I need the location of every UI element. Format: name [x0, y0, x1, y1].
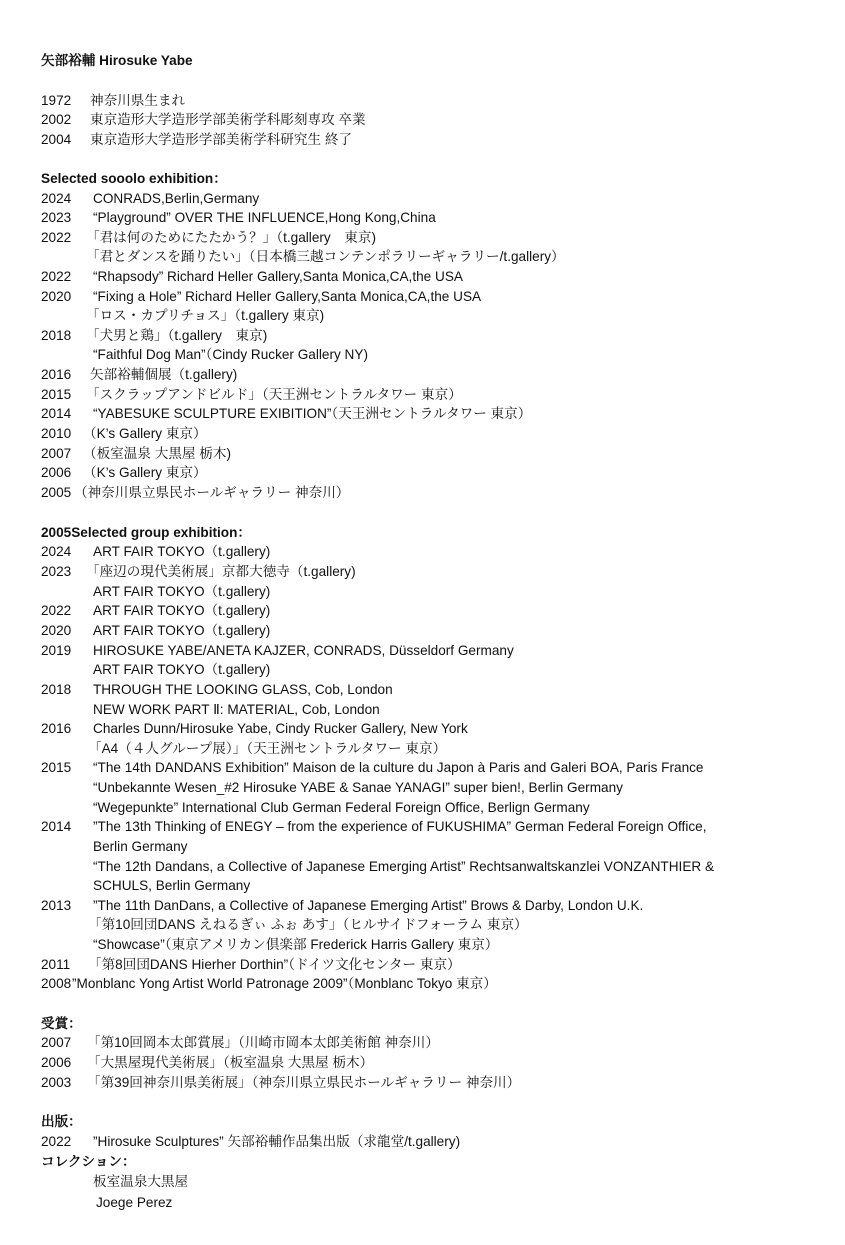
group-year: 2011: [41, 957, 71, 972]
award-text: 「大黒屋現代美術展」（板室温泉 大黒屋 栃木）: [87, 1055, 374, 1070]
bio-text: 東京造形大学造形学部美術学科研究生 終了: [90, 132, 353, 147]
solo-year: 2020: [41, 289, 72, 304]
group-text: ”The 13th Thinking of ENEGY – from the experience of FUKUSHIMA” German Federal Foreign Office,: [93, 819, 707, 834]
solo-text: 「君は何のためにたたかう？」（t.gallery 東京): [86, 230, 377, 245]
group-year: 2022: [41, 603, 72, 618]
solo-year: 2015: [41, 387, 72, 402]
solo-text: （神奈川県立県民ホールギャラリー 神奈川）: [74, 485, 350, 500]
group-text: Berlin Germany: [93, 839, 188, 854]
solo-year: 2024: [41, 191, 72, 206]
solo-text: 「ロス・カプリチョス」（t.gallery 東京): [86, 308, 325, 323]
collection-text: Joege Perez: [96, 1195, 173, 1210]
solo-year: 2022: [41, 230, 72, 245]
collection-text: 板室温泉大黒屋: [93, 1174, 189, 1189]
solo-year: 2018: [41, 328, 72, 343]
group-text: ART FAIR TOKYO（t.gallery): [93, 662, 271, 677]
award-year: 2006: [41, 1055, 72, 1070]
collection-heading: コレクション：: [41, 1154, 136, 1169]
award-year: 2007: [41, 1035, 72, 1050]
solo-year: 2016: [41, 367, 72, 382]
group-text: “The 14th DANDANS Exhibition” Maison de la culture du Japon à Paris and Galeri BOA, Paris France: [93, 760, 704, 775]
bio-text: 神奈川県生まれ: [90, 93, 186, 108]
solo-text: （板室温泉 大黒屋 栃木): [83, 446, 232, 461]
group-heading: 2005Selected group exhibition：: [41, 525, 251, 540]
solo-text: “Fixing a Hole” Richard Heller Gallery,Santa Monica,CA,the USA: [93, 289, 482, 304]
bio-year: 2004: [41, 132, 72, 147]
group-text: NEW WORK PART Ⅱ: MATERIAL, Cob, London: [93, 702, 380, 717]
group-text: ART FAIR TOKYO（t.gallery): [93, 623, 271, 638]
group-text: “Wegepunkte” International Club German Federal Foreign Office, Berlign Germany: [93, 800, 590, 815]
publication-heading: 出版：: [41, 1114, 82, 1129]
group-text: 「第8回団DANS Hierher Dorthin”（ドイツ文化センター 東京）: [88, 957, 461, 972]
solo-year: 2023: [41, 210, 72, 225]
solo-text: 矢部裕輔個展（t.gallery): [90, 367, 238, 382]
group-year: 2013: [41, 898, 72, 913]
solo-year: 2007: [41, 446, 72, 461]
publication-text: ”Hirosuke Sculptures” 矢部裕輔作品集出版（求龍堂/t.gallery): [93, 1134, 461, 1149]
award-text: 「第10回岡本太郎賞展」（川崎市岡本太郎美術館 神奈川）: [87, 1035, 439, 1050]
group-text: ART FAIR TOKYO（t.gallery): [93, 603, 271, 618]
solo-year: 2006: [41, 465, 72, 480]
solo-text: （K’s Gallery 東京）: [83, 426, 207, 441]
group-year: 2016: [41, 721, 72, 736]
solo-text: CONRADS,Berlin,Germany: [93, 191, 260, 206]
solo-text: 「君とダンスを踊りたい」（日本橋三越コンテンポラリーギャラリー/t.gallery）: [86, 249, 565, 264]
group-text: SCHULS, Berlin Germany: [93, 878, 251, 893]
group-year: 2015: [41, 760, 72, 775]
group-year: 2023: [41, 564, 72, 579]
solo-text: “Rhapsody” Richard Heller Gallery,Santa Monica,CA,the USA: [93, 269, 463, 284]
award-text: 「第39回神奈川県美術展」（神奈川県立県民ホールギャラリー 神奈川）: [87, 1075, 521, 1090]
bio-text: 東京造形大学造形学部美術学科彫刻専攻 卒業: [90, 112, 366, 127]
group-year: 2018: [41, 682, 72, 697]
group-year: 2024: [41, 544, 72, 559]
group-text: ”The 11th DanDans, a Collective of Japanese Emerging Artist” Brows & Darby, London U.K.: [93, 898, 644, 913]
group-year: 2014: [41, 819, 72, 834]
solo-text: “Faithful Dog Man”（Cindy Rucker Gallery NY): [93, 347, 368, 362]
artist-name: 矢部裕輔 Hirosuke Yabe: [41, 53, 193, 68]
group-text: “Showcase”（東京アメリカン倶楽部 Frederick Harris Gallery 東京）: [93, 937, 499, 952]
group-text: Charles Dunn/Hirosuke Yabe, Cindy Rucker Gallery, New York: [93, 721, 468, 736]
group-year: 2019: [41, 643, 72, 658]
solo-text: 「スクラップアンドビルド」（天王洲セントラルタワー 東京）: [86, 387, 462, 402]
solo-heading: Selected sooolo exhibition：: [41, 171, 227, 186]
group-text: THROUGH THE LOOKING GLASS, Cob, London: [93, 682, 393, 697]
group-text: ART FAIR TOKYO（t.gallery): [93, 544, 271, 559]
publication-year: 2022: [41, 1134, 72, 1149]
solo-text: （K’s Gallery 東京）: [83, 465, 207, 480]
group-text: ”Monblanc Yong Artist World Patronage 2009”（Monblanc Tokyo 東京）: [72, 976, 497, 991]
solo-year: 2022: [41, 269, 72, 284]
group-text: HIROSUKE YABE/ANETA KAJZER, CONRADS, Düsseldorf Germany: [93, 643, 514, 658]
group-text: 「A4（４人グループ展）」（天王洲セントラルタワー 東京）: [88, 741, 447, 756]
bio-year: 2002: [41, 112, 72, 127]
solo-year: 2010: [41, 426, 72, 441]
award-year: 2003: [41, 1075, 72, 1090]
group-text: “The 12th Dandans, a Collective of Japanese Emerging Artist” Rechtsanwaltskanzlei VONZANTHIER &: [93, 859, 715, 874]
group-year: 2020: [41, 623, 72, 638]
group-text: 「第10回団DANS えねるぎぃ ふぉ あす」（ヒルサイドフォーラム 東京）: [88, 917, 528, 932]
group-year: 2008: [41, 976, 72, 991]
group-text: “Unbekannte Wesen_#2 Hirosuke YABE & Sanae YANAGI” super bien!, Berlin Germany: [93, 780, 623, 795]
solo-year: 2014: [41, 406, 72, 421]
solo-text: “Playground” OVER THE INFLUENCE,Hong Kong,China: [93, 210, 436, 225]
group-text: 「座辺の現代美術展」京都大徳寺（t.gallery): [86, 564, 356, 579]
group-text: ART FAIR TOKYO（t.gallery): [93, 584, 271, 599]
awards-heading: 受賞：: [41, 1016, 82, 1031]
solo-text: “YABESUKE SCULPTURE EXIBITION”（天王洲セントラルタワー 東京）: [93, 406, 532, 421]
solo-year: 2005: [41, 485, 72, 500]
bio-year: 1972: [41, 93, 72, 108]
solo-text: 「犬男と鶏」（t.gallery 東京): [86, 328, 268, 343]
